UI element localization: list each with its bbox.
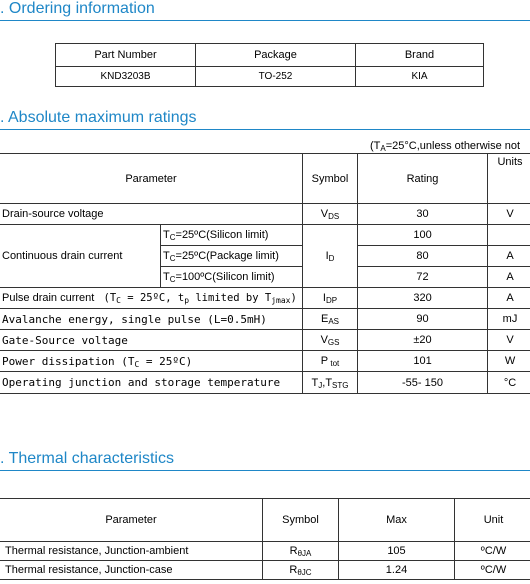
max-rthjc: 1.24	[339, 561, 455, 580]
thermal-section-title: . Thermal characteristics	[0, 450, 530, 471]
thermal-header-parameter: Parameter	[0, 499, 263, 542]
symbol-id: $I_D$	[303, 225, 358, 288]
ordering-table	[55, 43, 484, 87]
symbol-rthja: $R_{\theta JA}$	[263, 542, 339, 561]
param-continuous-drain-current: Continuous drain current	[0, 225, 161, 288]
thermal-header-unit: Unit	[455, 499, 530, 542]
rating-ptot: 101	[358, 351, 488, 372]
unit-id-1	[488, 225, 530, 246]
param-avalanche-energy: Avalanche energy, single pulse (L=0.5mH)	[0, 309, 303, 330]
ordering-section-title: . Ordering information	[0, 0, 530, 21]
header-symbol: Symbol	[303, 154, 358, 204]
rating-id-2: 80	[358, 246, 488, 267]
unit-tj: °C	[488, 372, 530, 394]
unit-id-2: A	[488, 246, 530, 267]
rating-idp: 320	[358, 288, 488, 309]
header-package: Package	[196, 44, 356, 67]
unit-vds: V	[488, 204, 530, 225]
param-junction-ambient: Thermal resistance, Junction-ambient	[0, 542, 263, 561]
thermal-header-symbol: Symbol	[263, 499, 339, 542]
param-junction-case: Thermal resistance, Junction-case	[0, 561, 263, 580]
row-continuous-drain-current-1	[0, 225, 530, 246]
rating-tj: -55- 150	[358, 372, 488, 394]
row-junction-temperature	[0, 372, 530, 394]
rating-eas: 90	[358, 309, 488, 330]
condition-silicon-limit-100: $T_C=100ºC(Silicon$ limit)	[161, 267, 303, 288]
absolute-ratings-table	[0, 153, 530, 394]
ordering-row	[56, 67, 484, 87]
symbol-eas: $E_{AS}$	[303, 309, 358, 330]
unit-vgs: V	[488, 330, 530, 351]
row-avalanche-energy	[0, 309, 530, 330]
thermal-row-junction-ambient	[0, 542, 530, 561]
unit-ptot: W	[488, 351, 530, 372]
temperature-condition-note: ($T_A=25^\circ C,unless$ otherwise not	[370, 140, 521, 153]
condition-silicon-limit-25: $T_C=25ºC(Silicon$ limit)	[161, 225, 303, 246]
param-gate-source-voltage: Gate-Source voltage	[0, 330, 303, 351]
row-power-dissipation	[0, 351, 530, 372]
unit-id-3: A	[488, 267, 530, 288]
row-gate-source-voltage	[0, 330, 530, 351]
thermal-header-row	[0, 499, 530, 542]
condition-package-limit-25: $T_C=25ºC(Package$ limit)	[161, 246, 303, 267]
rating-id-1: 100	[358, 225, 488, 246]
param-power-dissipation: Power dissipation ($T_C$ = 25ºC)	[0, 351, 303, 372]
param-drain-source-voltage: Drain-source voltage	[0, 204, 303, 225]
symbol-vgs: $V_{GS}$	[303, 330, 358, 351]
header-brand: Brand	[356, 44, 484, 67]
thermal-table	[0, 498, 530, 580]
header-part-number: Part Number	[56, 44, 196, 67]
unit-eas: mJ	[488, 309, 530, 330]
brand-value: KIA	[356, 67, 484, 87]
row-pulse-drain-current	[0, 288, 530, 309]
thermal-row-junction-case	[0, 561, 530, 580]
unit-rthjc: ºC/W	[455, 561, 530, 580]
package-value: TO-252	[196, 67, 356, 87]
header-parameter: Parameter	[0, 154, 303, 204]
param-junction-temperature: Operating junction and storage temperature	[0, 372, 303, 394]
symbol-vds: $V_{DS}$	[303, 204, 358, 225]
rating-id-3: 72	[358, 267, 488, 288]
ordering-header-row	[56, 44, 484, 67]
symbol-idp: $I_{DP}$	[303, 288, 358, 309]
absolute-header-row	[0, 154, 530, 204]
symbol-rthjc: $R_{\theta JC}$	[263, 561, 339, 580]
symbol-ptot: P $_{tot}$	[303, 351, 358, 372]
absolute-ratings-section-title: . Absolute maximum ratings	[0, 109, 530, 130]
rating-vgs: ±20	[358, 330, 488, 351]
symbol-tj-tstg: $T_J,T_{STG}$	[303, 372, 358, 394]
thermal-header-max: Max	[339, 499, 455, 542]
row-drain-source-voltage	[0, 204, 530, 225]
param-pulse-drain-current: Pulse drain current ($T_C$ = 25ºC, $t_p$ limited by $T_{jmax}$)	[0, 288, 303, 309]
max-rthja: 105	[339, 542, 455, 561]
unit-idp: A	[488, 288, 530, 309]
unit-rthja: ºC/W	[455, 542, 530, 561]
header-units: Units	[488, 154, 530, 204]
header-rating: Rating	[358, 154, 488, 204]
rating-vds: 30	[358, 204, 488, 225]
part-number-value: KND3203B	[56, 67, 196, 87]
